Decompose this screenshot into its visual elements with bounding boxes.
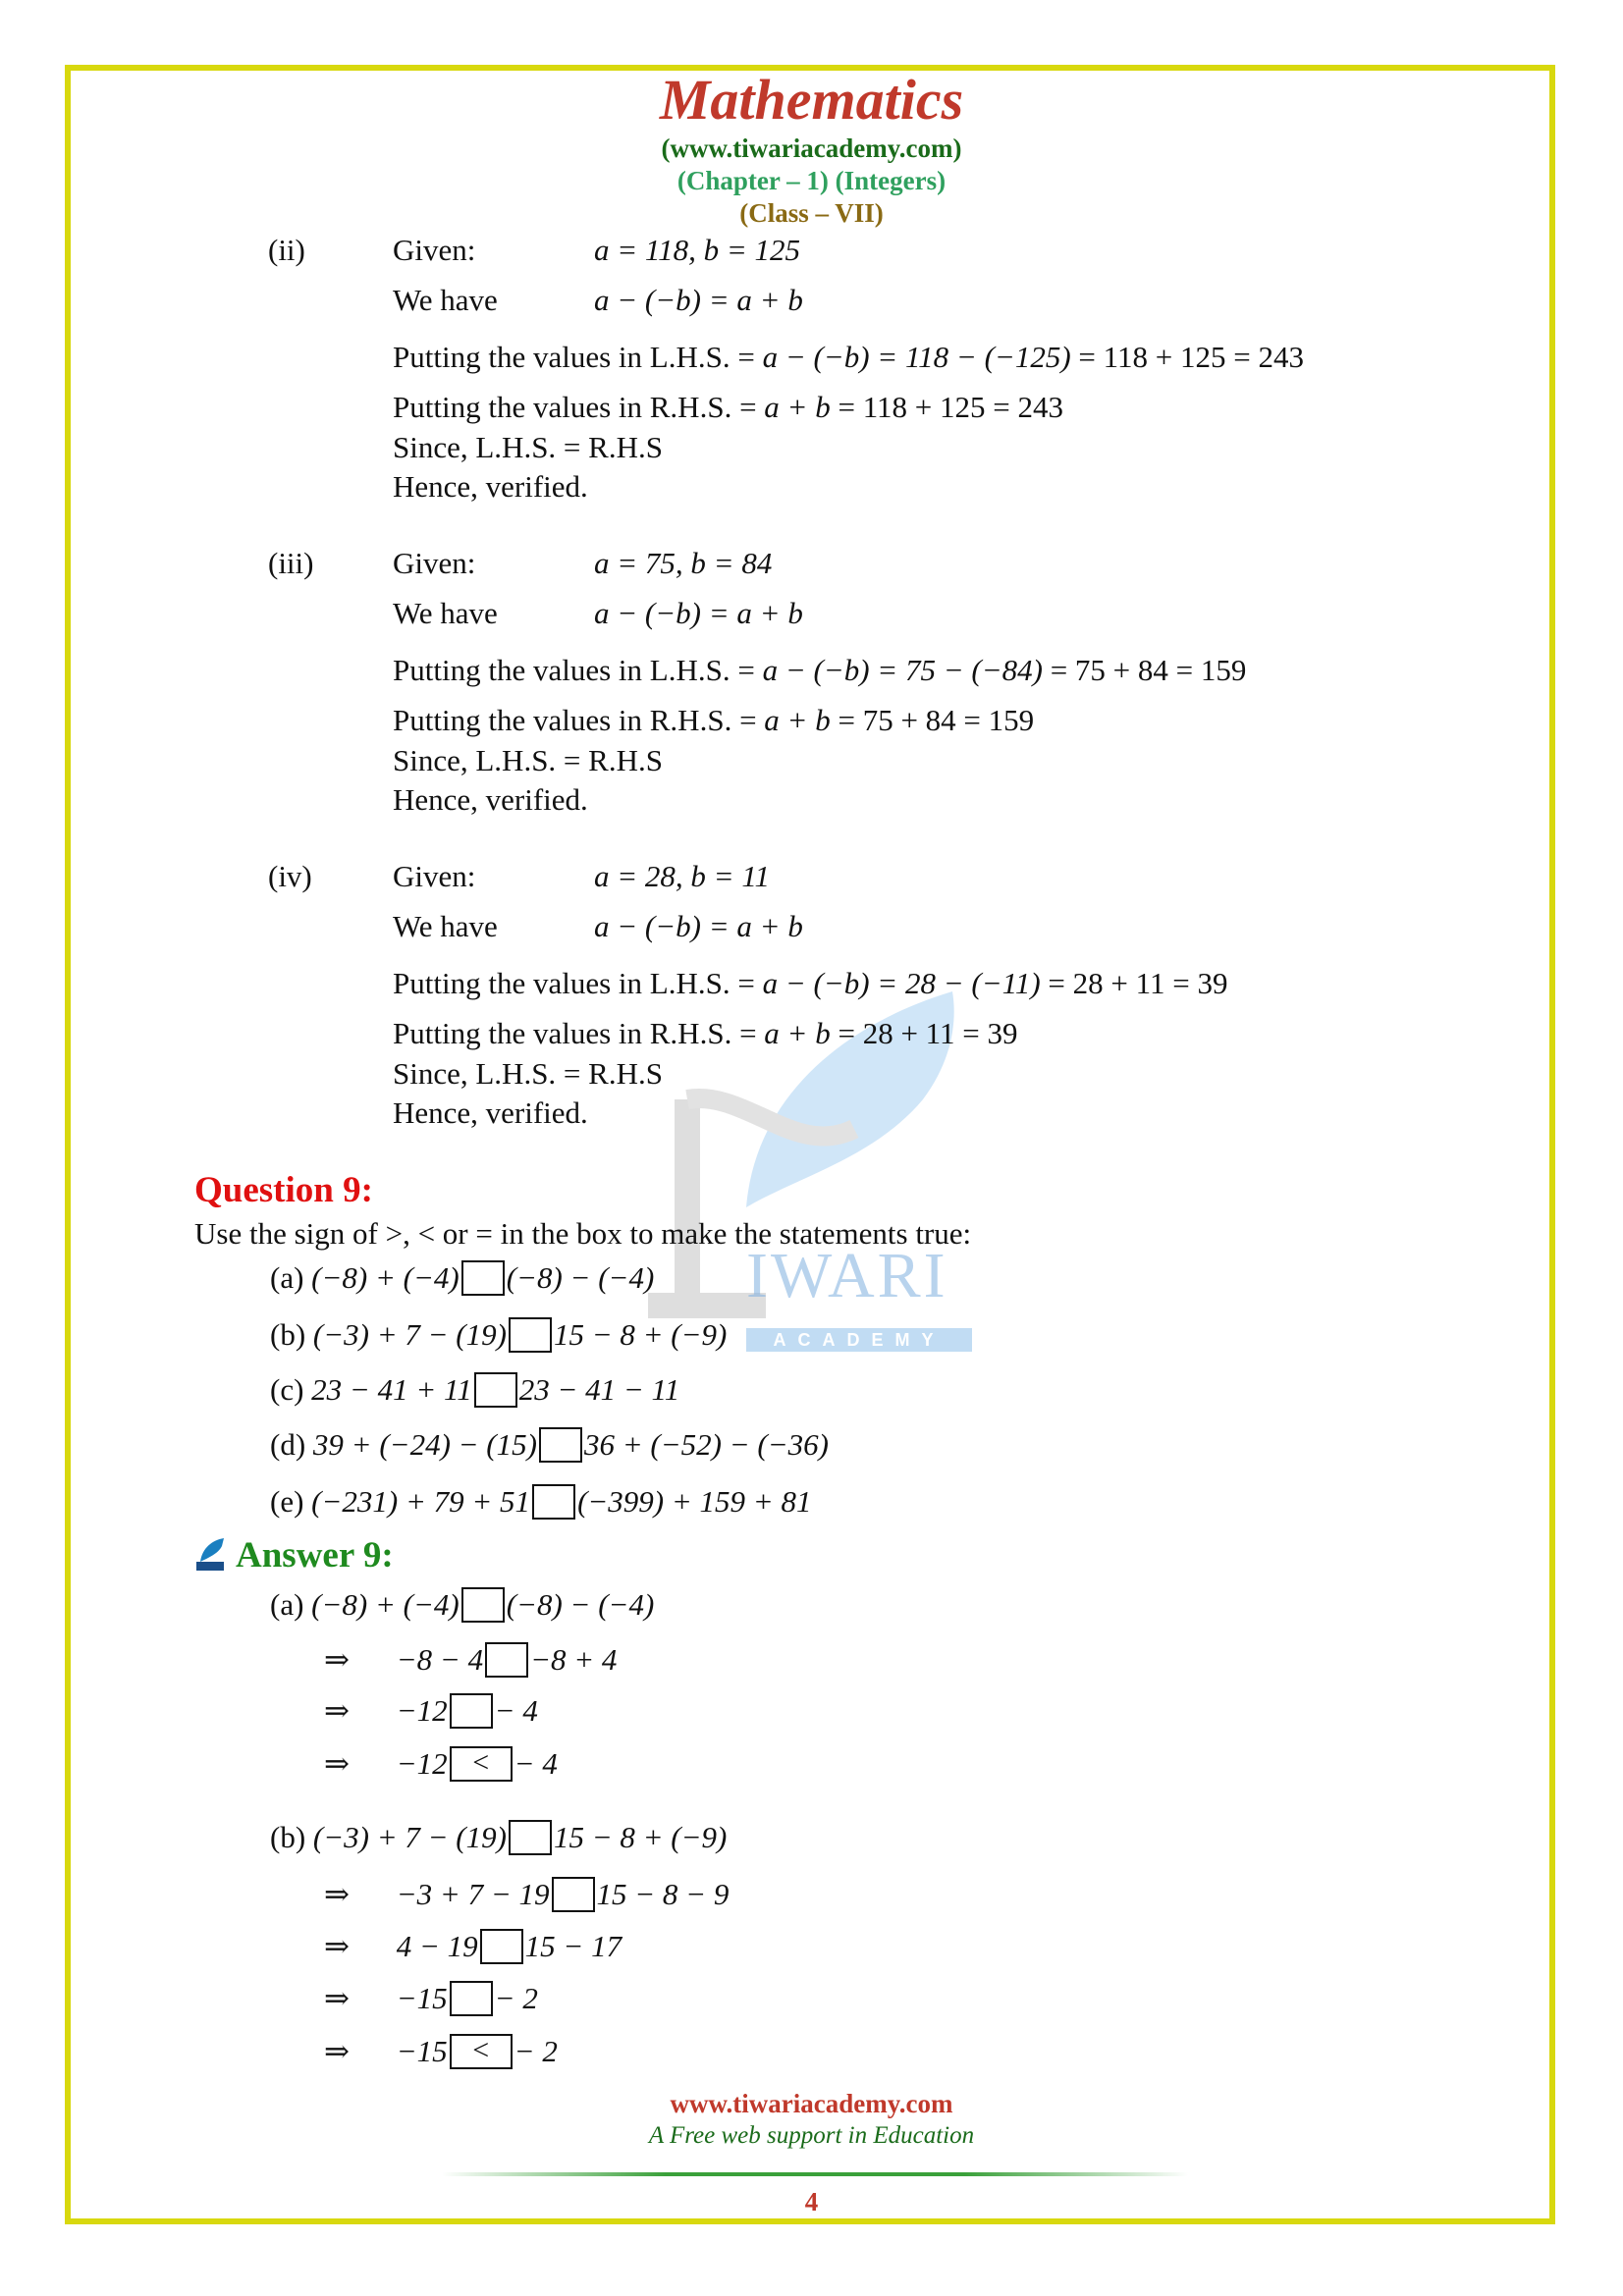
question-title: Question 9: bbox=[194, 1170, 373, 1210]
page-title: Mathematics bbox=[659, 68, 964, 132]
answer-step bbox=[324, 1877, 729, 1915]
question-prompt: Use the sign of >, < or = in the box to make the statements true: bbox=[194, 1216, 972, 1251]
step-right: −8 + 4 bbox=[530, 1642, 618, 1677]
answer-box[interactable] bbox=[461, 1260, 505, 1296]
lhs-line bbox=[393, 966, 1227, 1001]
step-left: −12 bbox=[396, 1746, 448, 1781]
answer-box[interactable] bbox=[532, 1484, 575, 1520]
item-label: (b) bbox=[270, 1317, 306, 1352]
answer-box bbox=[450, 1693, 493, 1729]
item-right: (−8) − (−4) bbox=[506, 1587, 655, 1622]
header-class: (Class – VII) bbox=[739, 198, 884, 228]
given-label: Given: bbox=[393, 859, 476, 893]
answer-box-filled: < bbox=[450, 2034, 513, 2069]
header-chapter: (Chapter – 1) (Integers) bbox=[676, 166, 947, 195]
item-right: 15 − 8 + (−9) bbox=[553, 1820, 728, 1854]
part-label: (iii) bbox=[268, 546, 314, 580]
step-left: 4 − 19 bbox=[396, 1929, 478, 1963]
answer-box bbox=[461, 1587, 505, 1623]
item-label: (c) bbox=[270, 1372, 304, 1407]
rhs-result: = 28 + 11 = 39 bbox=[838, 1016, 1018, 1050]
question-item bbox=[270, 1260, 654, 1299]
lhs-expression: a − (−b) = 28 − (−11) bbox=[762, 966, 1041, 1000]
rhs-result: = 75 + 84 = 159 bbox=[838, 703, 1035, 737]
question-item bbox=[270, 1372, 679, 1411]
step-left: −12 bbox=[396, 1693, 448, 1728]
given-values: a = 28, b = 11 bbox=[594, 859, 771, 893]
feather-icon bbox=[194, 1536, 228, 1572]
item-left: (−3) + 7 − (19) bbox=[312, 1317, 507, 1352]
item-label: (a) bbox=[270, 1587, 304, 1622]
item-right: 23 − 41 − 11 bbox=[518, 1372, 680, 1407]
rhs-line bbox=[393, 390, 1063, 425]
answer-box bbox=[480, 1929, 523, 1964]
implies-arrow: ⇒ bbox=[324, 1746, 350, 1781]
item-left: 23 − 41 + 11 bbox=[311, 1372, 472, 1407]
hence-line: Hence, verified. bbox=[393, 1095, 588, 1130]
question-item bbox=[270, 1427, 829, 1466]
answer-box[interactable] bbox=[509, 1317, 552, 1353]
answer-box bbox=[485, 1642, 528, 1678]
have-label: We have bbox=[393, 909, 498, 943]
rhs-expression: a + b bbox=[764, 1016, 831, 1050]
rhs-line bbox=[393, 703, 1034, 738]
lhs-line bbox=[393, 653, 1246, 688]
identity: a − (−b) = a + b bbox=[594, 596, 803, 630]
step-right: 15 − 8 − 9 bbox=[596, 1877, 730, 1911]
watermark-text: IWARI bbox=[746, 1240, 948, 1311]
lhs-expression: a − (−b) = 118 − (−125) bbox=[762, 340, 1071, 374]
footer-tagline: A Free web support in Education bbox=[648, 2122, 975, 2149]
lhs-label: Putting the values in L.H.S. = bbox=[393, 653, 755, 687]
answer-title: Answer 9: bbox=[236, 1535, 394, 1575]
answer-b-statement bbox=[270, 1820, 727, 1858]
step-right: − 2 bbox=[494, 1981, 538, 2015]
answer-box bbox=[552, 1877, 595, 1912]
step-left: −15 bbox=[396, 1981, 448, 2015]
rhs-label: Putting the values in R.H.S. = bbox=[393, 703, 757, 737]
question-item bbox=[270, 1484, 811, 1522]
step-left: −15 bbox=[396, 2034, 448, 2068]
answer-step bbox=[324, 1642, 617, 1681]
item-left: (−3) + 7 − (19) bbox=[312, 1820, 507, 1854]
have-label: We have bbox=[393, 596, 498, 630]
item-right: 15 − 8 + (−9) bbox=[553, 1317, 728, 1352]
answer-box[interactable] bbox=[474, 1372, 517, 1408]
have-label: We have bbox=[393, 283, 498, 317]
item-right: (−8) − (−4) bbox=[506, 1260, 655, 1295]
identity: a − (−b) = a + b bbox=[594, 909, 803, 943]
page-number: 4 bbox=[804, 2187, 819, 2216]
item-label: (a) bbox=[270, 1260, 304, 1295]
given-label: Given: bbox=[393, 233, 476, 267]
implies-arrow: ⇒ bbox=[324, 1642, 350, 1677]
since-line: Since, L.H.S. = R.H.S bbox=[393, 1056, 663, 1091]
step-right: 15 − 17 bbox=[524, 1929, 622, 1963]
lhs-result: = 28 + 11 = 39 bbox=[1048, 966, 1228, 1000]
step-left: −8 − 4 bbox=[396, 1642, 484, 1677]
identity: a − (−b) = a + b bbox=[594, 283, 803, 317]
answer-box bbox=[450, 1981, 493, 2016]
item-label: (b) bbox=[270, 1820, 306, 1854]
implies-arrow: ⇒ bbox=[324, 1981, 350, 2015]
lhs-line bbox=[393, 340, 1304, 375]
header-website: (www.tiwariacademy.com) bbox=[661, 133, 962, 163]
implies-arrow: ⇒ bbox=[324, 1929, 350, 1963]
question-item bbox=[270, 1317, 727, 1356]
watermark-subtext: ACADEMY bbox=[746, 1328, 972, 1352]
answer-step bbox=[324, 1981, 538, 2019]
footer-divider bbox=[442, 2172, 1188, 2176]
answer-box bbox=[509, 1820, 552, 1855]
rhs-expression: a + b bbox=[764, 390, 831, 424]
lhs-expression: a − (−b) = 75 − (−84) bbox=[762, 653, 1043, 687]
answer-step bbox=[324, 1693, 538, 1732]
part-label: (iv) bbox=[268, 859, 312, 893]
footer-website[interactable]: www.tiwariacademy.com bbox=[670, 2089, 953, 2118]
answer-box-filled: < bbox=[450, 1746, 513, 1782]
step-left: −3 + 7 − 19 bbox=[396, 1877, 550, 1911]
answer-step bbox=[324, 2034, 558, 2072]
rhs-result: = 118 + 125 = 243 bbox=[838, 390, 1064, 424]
hence-line: Hence, verified. bbox=[393, 469, 588, 504]
given-values: a = 75, b = 84 bbox=[594, 546, 773, 580]
given-label: Given: bbox=[393, 546, 476, 580]
implies-arrow: ⇒ bbox=[324, 1877, 350, 1911]
answer-step bbox=[324, 1929, 622, 1967]
item-left: (−8) + (−4) bbox=[311, 1260, 460, 1295]
step-right: − 2 bbox=[514, 2034, 558, 2068]
lhs-label: Putting the values in L.H.S. = bbox=[393, 966, 755, 1000]
implies-arrow: ⇒ bbox=[324, 2034, 350, 2068]
lhs-label: Putting the values in L.H.S. = bbox=[393, 340, 755, 374]
step-right: − 4 bbox=[514, 1746, 558, 1781]
item-left: (−231) + 79 + 51 bbox=[311, 1484, 531, 1519]
rhs-expression: a + b bbox=[764, 703, 831, 737]
hence-line: Hence, verified. bbox=[393, 782, 588, 817]
rhs-label: Putting the values in R.H.S. = bbox=[393, 1016, 757, 1050]
answer-a-statement bbox=[270, 1587, 654, 1626]
item-label: (d) bbox=[270, 1427, 306, 1462]
implies-arrow: ⇒ bbox=[324, 1693, 350, 1728]
part-label: (ii) bbox=[268, 233, 305, 267]
since-line: Since, L.H.S. = R.H.S bbox=[393, 430, 663, 464]
lhs-result: = 118 + 125 = 243 bbox=[1078, 340, 1304, 374]
rhs-label: Putting the values in R.H.S. = bbox=[393, 390, 757, 424]
answer-step bbox=[324, 1746, 558, 1785]
item-left: 39 + (−24) − (15) bbox=[312, 1427, 537, 1462]
item-right: (−399) + 159 + 81 bbox=[577, 1484, 812, 1519]
answer-box[interactable] bbox=[539, 1427, 582, 1463]
item-label: (e) bbox=[270, 1484, 304, 1519]
since-line: Since, L.H.S. = R.H.S bbox=[393, 743, 663, 777]
lhs-result: = 75 + 84 = 159 bbox=[1050, 653, 1247, 687]
step-right: − 4 bbox=[494, 1693, 538, 1728]
rhs-line bbox=[393, 1016, 1018, 1051]
item-left: (−8) + (−4) bbox=[311, 1587, 460, 1622]
item-right: 36 + (−52) − (−36) bbox=[583, 1427, 829, 1462]
given-values: a = 118, b = 125 bbox=[594, 233, 801, 267]
